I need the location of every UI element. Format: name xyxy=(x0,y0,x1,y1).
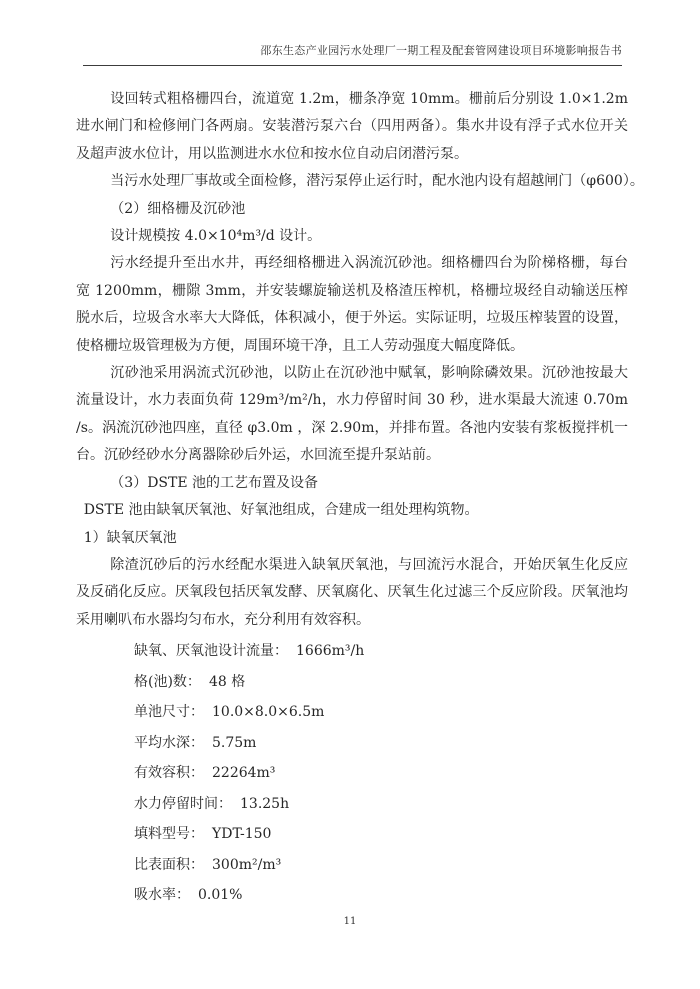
body-paragraph: 除渣沉砂后的污水经配水渠进入缺氧厌氧池，与回流污水混合，开始厌氧生化反应及反硝化反应。厌氧段包括厌氧发酵、厌氧腐化、厌氧生化过滤三个反应阶段。厌氧池均采用喇叭布水器均匀布水，充分利用有效容积。 xyxy=(76,556,628,628)
spec-line xyxy=(134,880,628,911)
subsection-heading: 1）缺氧厌氧池 xyxy=(83,529,177,546)
body-paragraph: 沉砂池采用涡流式沉砂池，以防止在沉砂池中赋氧，影响除磷效果。沉砂池按最大流量设计，水力表面负荷 129m³/m²/h，水力停留时间 30 秒，进水渠最大流速 0.70m /s。涡流沉砂池四座，直径 φ3.0m ，深 2.90m，并排布置。各池内安装有浆板搅拌机一台。沉砂经砂水分离器除砂后外运，水回流至提升泵站前。 xyxy=(76,365,628,464)
spec-value: 0.01% xyxy=(198,887,243,904)
running-header-title: 邵东生态产业园污水处理厂一期工程及配套管网建设项目环境影响报告书 xyxy=(83,0,622,66)
spec-value: 48 格 xyxy=(208,673,246,690)
spec-line xyxy=(134,636,628,667)
body-paragraph: 设回转式粗格栅四台，流道宽 1.2m，栅条净宽 10mm。栅前后分别设 1.0×1.2m 进水闸门和检修闸门各两扇。安装潜污泵六台（四用两备）。集水井设有浮子式水位开关及超声波水位计，用以监测进水水位和按水位自动启闭潜污泵。 xyxy=(76,91,628,162)
spec-label: 缺氧、厌氧池设计流量： xyxy=(134,643,288,660)
page-number: 11 xyxy=(343,916,357,927)
spec-line xyxy=(134,850,628,881)
body-paragraph: 当污水处理厂事故或全面检修，潜污泵停止运行时，配水池内设有超越闸门（φ600）。 xyxy=(110,173,644,190)
spec-line xyxy=(134,667,628,698)
design-spec-list xyxy=(134,636,628,911)
body-paragraph: 污水经提升至出水井，再经细格栅进入涡流沉砂池。细格栅四台为阶梯格栅，每台宽 1200mm，栅隙 3mm，并安装螺旋输送机及格渣压榨机，格栅垃圾经自动输送压榨脱水后，垃圾含水率大大降低，体积减小，便于外运。实际证明，垃圾压榨装置的设置，使格栅垃圾管理极为方便，周围环境干净，且工人劳动强度大幅度降低。 xyxy=(76,255,628,354)
page-body xyxy=(76,86,644,911)
spec-label: 平均水深： xyxy=(134,734,204,751)
section-heading-2: （2）细格栅及沉砂池 xyxy=(110,200,246,217)
spec-value: YDT-150 xyxy=(212,826,272,843)
spec-value: 10.0×8.0×6.5m xyxy=(212,704,325,721)
spec-label: 水力停留时间： xyxy=(134,795,232,812)
spec-value: 1666m³/h xyxy=(296,643,365,660)
spec-value: 300m²/m³ xyxy=(212,856,282,873)
section-heading-3: （3）DSTE 池的工艺布置及设备 xyxy=(110,474,319,491)
spec-label: 填料型号： xyxy=(134,826,204,843)
spec-value: 13.25h xyxy=(240,795,290,812)
body-paragraph: DSTE 池由缺氧厌氧池、好氧池组成，合建成一组处理构筑物。 xyxy=(83,502,479,519)
spec-value: 22264m³ xyxy=(212,765,276,782)
spec-label: 吸水率： xyxy=(134,887,190,904)
spec-label: 比表面积： xyxy=(134,856,204,873)
spec-label: 单池尺寸： xyxy=(134,704,204,721)
spec-line xyxy=(134,789,628,820)
spec-label: 有效容积： xyxy=(134,765,204,782)
spec-label: 格(池)数： xyxy=(134,673,201,690)
body-paragraph: 设计规模按 4.0×10⁴m³/d 设计。 xyxy=(110,228,322,245)
spec-line xyxy=(134,758,628,789)
spec-line xyxy=(134,819,628,850)
spec-value: 5.75m xyxy=(212,734,257,751)
spec-line xyxy=(134,728,628,759)
spec-line xyxy=(134,697,628,728)
